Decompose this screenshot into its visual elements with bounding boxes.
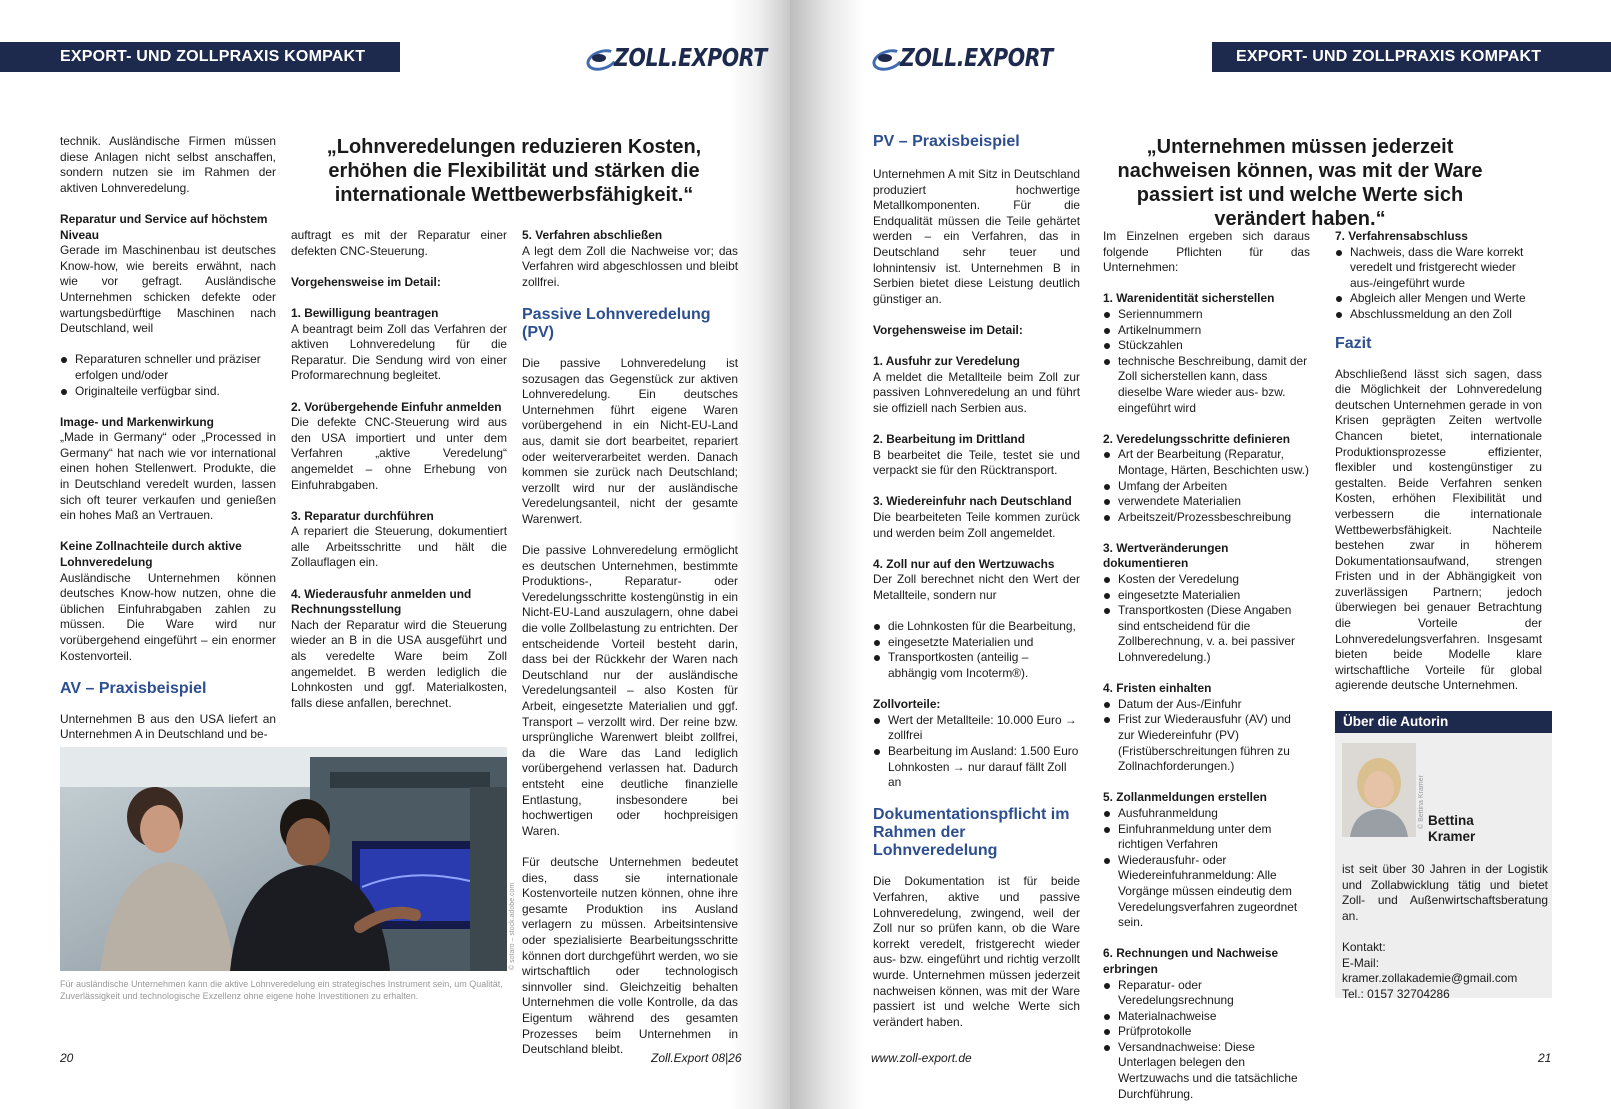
step-heading: 4. Wiederausfuhr anmelden und Rechnungsstellung <box>291 586 472 617</box>
logo-swoosh-icon <box>870 46 900 68</box>
step-heading: 5. Zollanmeldungen erstellen <box>1103 790 1267 805</box>
bullet-list <box>873 619 1080 681</box>
right-column-2 <box>1103 229 1310 1109</box>
author-name <box>1428 813 1475 845</box>
step-heading: 2. Vorübergehende Einfuhr anmelden <box>291 399 502 414</box>
step-heading: 7. Verfahrensabschluss <box>1335 229 1468 243</box>
step-heading: 3. Wiedereinfuhr nach Deutschland <box>873 494 1072 509</box>
subheading: Reparatur und Service auf höchstem Niveau <box>60 211 268 242</box>
logo-text: ZOLL.EXPORT <box>900 42 1053 72</box>
bullet-list <box>1103 806 1310 931</box>
subheading: Zollvorteile: <box>873 697 941 712</box>
list-item: Materialnachweise <box>1103 1009 1310 1025</box>
paragraph: A legt dem Zoll die Nachweise vor; das Verfahren wird abgeschlossen und bleibt zollfrei. <box>522 243 738 289</box>
list-item: Einfuhranmeldung unter dem richtigen Verfahren <box>1103 822 1310 853</box>
list-item: Bearbeitung im Ausland: 1.500 Euro Lohnkosten → nur darauf fällt Zoll an <box>873 744 1080 791</box>
list-item: Abschlussmeldung an den Zoll <box>1335 307 1542 323</box>
paragraph: Ausländische Unternehmen können deutsches Know-how nutzen, ohne die üblichen Einfuhrabgaben zahlen zu müssen. Die Ware wird nur vorübergehend eingeführt – ein enormer Kostenvorteil. <box>60 570 276 663</box>
paragraph: A beantragt beim Zoll das Verfahren der aktiven Lohnveredelung für die Reparatur. Die Sendung wird von einer Proformarechnung begleitet. <box>291 321 507 383</box>
header-bar <box>0 42 400 72</box>
paragraph: „Made in Germany“ oder „Processed in Germany“ hat nach wie vor international einen hohen Stellenwert. Produkte, die in Deutschland veredelt wurden, lassen sich oft teurer verkaufen und genießen ein hohes Maß an Vertrauen. <box>60 430 276 523</box>
section-heading-av: AV – Praxisbeispiel <box>60 679 207 697</box>
photo-credit: © sotaro – stock.adobe.com <box>509 882 516 970</box>
bullet-list <box>1103 307 1310 416</box>
paragraph: Gerade im Maschinenbau ist deutsches Know-how, wie bereits erwähnt, nach wie vor gefragt. Ausländische Unternehmen schicken defekte oder wartungsbedürftige Maschinen nach Deutschland, weil <box>60 243 276 336</box>
pull-quote: „Lohnveredelungen reduzieren Kosten, erhöhen die Flexibilität und stärken die internationale Wettbewerbsfähigkeit.“ <box>326 136 702 206</box>
logo-swoosh-icon <box>584 46 614 68</box>
list-item: Artikelnummern <box>1103 323 1310 339</box>
subheading: Keine Zollnachteile durch aktive Lohnveredelung <box>60 539 242 570</box>
step-heading: 3. Wertveränderungen dokumentieren <box>1103 540 1229 571</box>
list-item: Stückzahlen <box>1103 338 1310 354</box>
contact-label: Kontakt: <box>1342 939 1386 954</box>
list-item: eingesetzte Materialien und <box>873 635 1080 651</box>
bullet-list <box>1103 572 1310 666</box>
section-heading-pv: Passive Lohnveredelung (PV) <box>522 305 711 341</box>
author-last-name: Kramer <box>1428 829 1476 844</box>
header-title: EXPORT- UND ZOLLPRAXIS KOMPAKT <box>60 48 366 65</box>
bullet-list <box>1335 245 1542 323</box>
step-heading: 1. Ausfuhr zur Veredelung <box>873 354 1020 369</box>
pull-quote: „Unternehmen müssen jederzeit nachweisen können, was mit der Ware passiert ist und welche Werte sich verändert haben.“ <box>1117 136 1483 230</box>
author-first-name: Bettina <box>1428 813 1474 828</box>
logo <box>584 40 790 74</box>
paragraph: Die passive Lohnveredelung ist sozusagen das Gegenstück zur aktiven Lohnveredelung. Ein deutsches Unternehmen führt eigene Waren vorübergehend in ein Nicht-EU-Land aus, damit sie dort bearbeitet, repariert oder weiterverarbeitet werden. Danach kommen sie zurück nach Deutschland; verzollt wird nur der ausländische Veredelungsanteil, nicht der gesamte Warenwert. <box>522 355 738 526</box>
section-heading-pv-example: PV – Praxisbeispiel <box>873 133 1020 150</box>
list-item: Frist zur Wiederausfuhr (AV) und zur Wiedereinfuhr (PV) (Fristüberschreitungen führen zu Zollnachforderungen.) <box>1103 712 1310 774</box>
list-item: Datum der Aus-/Einfuhr <box>1103 697 1310 713</box>
section-heading-documentation: Dokumentationspflicht im Rahmen der Lohnveredelung <box>873 806 1070 860</box>
footer-issue: Zoll.Export 08|26 <box>651 1051 742 1065</box>
paragraph: Nach der Reparatur wird die Steuerung wieder an B in die USA ausgeführt und als veredelte Ware beim Zoll angemeldet. B werden lediglich die Lohnkosten und ggf. Materialkosten, falls diese anfallen, berechnet. <box>291 617 507 710</box>
list-item: Art der Bearbeitung (Reparatur, Montage, Härten, Beschichten usw.) <box>1103 447 1310 478</box>
step-heading: 2. Bearbeitung im Drittland <box>873 432 1025 447</box>
paragraph: technik. Ausländische Firmen müssen diese Anlagen nicht selbst anschaffen, sondern nutzen sie im Rahmen der aktiven Lohnveredelung. <box>60 134 276 195</box>
paragraph: Die bearbeiteten Teile kommen zurück und werden beim Zoll angemeldet. <box>873 510 1080 540</box>
paragraph: Für deutsche Unternehmen bedeutet dies, dass sie internationale Kostenvorteile nutzen können, ohne ihre gesamte Produktion ins Ausland verlagern zu müssen. Arbeitsintensive oder spezialisierte Bearbeitungsschritte können dort durchgeführt werden, wo sie wirtschaftlich oder technologisch sinnvoller sind. Gleichzeitig behalten Unternehmen die volle Kontrolle, da das Eigentum während des gesamten Prozesses beim Unternehmen in Deutschland bleibt. <box>522 854 738 1057</box>
photo-caption: Für ausländische Unternehmen kann die aktive Lohnveredelung ein strategisches Instrument sein, um Qualität, Zuverlässigkeit und technologische Exzellenz ohne eigene hohe Investitionen zu erhalten. <box>60 979 503 1001</box>
step-heading: 1. Bewilligung beantragen <box>291 305 439 320</box>
paragraph: Abschließend lässt sich sagen, dass die Möglichkeit der Lohnveredelung deutschen Unternehmen gerade in von Krisen geprägten Zeiten wertvolle Chancen bietet, internationale Produktionsprozesse effizienter, flexibler und kostengünstiger zu gestalten. Beide Verfahren senken Kosten, erhöhen Flexibilität und verbessern die internationale Wettbewerbsfähigkeit. Nachteile bestehen zwar in höherem Dokumentationsaufwand, strengen Fristen und in der Abhängigkeit von zuverlässigen Partnern; jedoch überwiegen bei genauer Betrachtung die Vorteile der Lohnveredelungsverfahren. Insgesamt bieten beide Modelle klare wirtschaftliche Vorteile für global agierende deutsche Unternehmen. <box>1335 366 1542 693</box>
right-column-3 <box>1335 229 1542 710</box>
step-heading: 1. Warenidentität sicherstellen <box>1103 291 1275 306</box>
paragraph: Unternehmen A mit Sitz in Deutschland produziert hochwertige Metallkomponenten. Für die Endqualität müssen die Teile gehärtet werden – ein Verfahren, das in Deutschland sehr teuer und lohnintensiv ist. Unternehmen B in Serbien bietet diese Leistung deutlich günstiger an. <box>873 167 1080 306</box>
list-item: Umfang der Arbeiten <box>1103 479 1310 495</box>
left-column-1 <box>60 134 276 759</box>
paragraph: auftragt es mit der Reparatur einer defekten CNC-Steuerung. <box>291 228 507 258</box>
list-item: Reparaturen schneller und präziser erfolgen und/oder <box>60 352 276 383</box>
workshop-photo-illustration <box>60 747 507 971</box>
list-item: Seriennummern <box>1103 307 1310 323</box>
page-number: 20 <box>60 1051 74 1065</box>
paragraph: Der Zoll berechnet nicht den Wert der Metallteile, sondern nur <box>873 572 1080 603</box>
author-box <box>1335 711 1552 1001</box>
bullet-list <box>1103 447 1310 525</box>
right-column-1 <box>873 131 1080 1046</box>
bullet-list <box>1103 697 1310 775</box>
list-item: technische Beschreibung, damit der Zoll sicherstellen kann, dass dieselbe Ware wieder aus- bzw. eingeführt wird <box>1103 354 1310 416</box>
step-heading: 4. Fristen einhalten <box>1103 681 1212 696</box>
list-item: Wiederausfuhr- oder Wiedereinfuhranmeldung: Alle Vorgänge müssen eindeutig dem Veredelungsverfahren zugeordnet sein. <box>1103 853 1310 931</box>
bullet-list <box>60 352 276 399</box>
step-heading: 4. Zoll nur auf den Wertzuwachs <box>873 556 1055 571</box>
list-item: Transportkosten (Diese Angaben sind entscheidend für die Zollberechnung, v. a. bei passiver Lohnveredelung.) <box>1103 603 1310 665</box>
list-item: Versandnachweise: Diese Unterlagen belegen den Wertzuwachs und die tatsächliche Durchführung. <box>1103 1040 1310 1102</box>
list-item: Wert der Metallteile: 10.000 Euro → zollfrei <box>873 713 1080 744</box>
paragraph: B bearbeitet die Teile, testet sie und verpackt sie für den Rücktransport. <box>873 447 1080 478</box>
list-item: Arbeitszeit/Prozessbeschreibung <box>1103 510 1310 526</box>
step-heading: 2. Veredelungsschritte definieren <box>1103 431 1291 446</box>
author-bio: ist seit über 30 Jahren in der Logistik und Zollabwicklung tätig und bietet Zoll- und Außenwirtschaftsberatung an. <box>1342 862 1548 923</box>
list-item: Kosten der Veredelung <box>1103 572 1310 588</box>
left-column-3 <box>522 228 738 1073</box>
header-title: EXPORT- UND ZOLLPRAXIS KOMPAKT <box>1236 48 1542 65</box>
workshop-photo <box>60 747 507 971</box>
step-heading: 6. Rechnungen und Nachweise erbringen <box>1103 946 1279 976</box>
list-item: Ausfuhranmeldung <box>1103 806 1310 822</box>
list-item: Nachweis, dass die Ware korrekt veredelt und fristgerecht wieder aus-/eingeführt wurde <box>1335 245 1542 292</box>
list-item: Originalteile verfügbar sind. <box>60 384 276 400</box>
step-heading: 5. Verfahren abschließen <box>522 228 663 242</box>
author-photo <box>1342 743 1416 837</box>
author-heading: Über die Autorin <box>1335 711 1552 733</box>
author-portrait-illustration <box>1342 743 1416 837</box>
paragraph: Die Dokumentation ist für beide Verfahren, aktive und passive Lohnveredelung, zwingend, weil der Zoll nur so prüfen kann, ob die Ware korrekt veredelt, fristgerecht wieder aus- bzw. eingeführt und richtig verzollt wurde. Unternehmen müssen jederzeit nachweisen können, was mit der Ware passiert ist und welche Werte sich verändert haben. <box>873 874 1080 1029</box>
page-number: 21 <box>1538 1051 1552 1065</box>
list-item: die Lohnkosten für die Bearbeitung, <box>873 619 1080 635</box>
paragraph: A repariert die Steuerung, dokumentiert alle Arbeitsschritte und hält die Zollauflagen ein. <box>291 524 507 570</box>
list-item: eingesetzte Materialien <box>1103 588 1310 604</box>
bullet-list <box>1103 978 1310 1103</box>
list-item: Reparatur- oder Veredelungsrechnung <box>1103 978 1310 1009</box>
list-item: Transportkosten (anteilig – abhängig vom Incoterm®). <box>873 650 1080 681</box>
list-item: Prüfprotokolle <box>1103 1024 1310 1040</box>
paragraph: Die defekte CNC-Steuerung wird aus den USA importiert und unter dem Verfahren „aktive Veredelung“ angemeldet – ohne Erhebung von Einfuhrabgaben. <box>291 415 507 492</box>
email-label: E-Mail: <box>1342 955 1379 970</box>
subheading: Vorgehensweise im Detail: <box>873 322 1023 337</box>
bullet-list <box>873 713 1080 791</box>
logo-text: ZOLL.EXPORT <box>614 42 767 72</box>
paragraph: Die passive Lohnveredelung ermöglicht es deutschen Unternehmen, bestimmte Produktions-, Reparatur- oder Veredelungsschritte kostengünstig in ein Nicht-EU-Land auszulagern, ohne dabei die volle Zollbelastung zu entrichten. Der entscheidende Vorteil besteht darin, dass bei der Rückkehr der Waren nach Deutschland nur der ausländische Veredelungsanteil – also Kosten für Arbeit, eingesetzte Materialien und ggf. Transport – verzollt wird. Der reine bzw. ursprüngliche Warenwert bleibt zollfrei, da die Ware das Land lediglich vorübergehend verlassen hat. Dadurch entsteht eine deutliche finanzielle Entlastung, insbesondere bei hochwertigen oder hochpreisigen Waren. <box>522 543 738 838</box>
paragraph: A meldet die Metallteile beim Zoll zur passiven Lohnveredelung an und führt sie offiziell nach Serbien aus. <box>873 369 1080 415</box>
section-heading-fazit: Fazit <box>1335 334 1372 352</box>
author-bio-block <box>1342 862 1548 1002</box>
paragraph: Im Einzelnen ergeben sich daraus folgende Pflichten für das Unternehmen: <box>1103 229 1310 275</box>
author-photo-credit: © Bettina Kramer <box>1418 775 1425 829</box>
subheading: Vorgehensweise im Detail: <box>291 274 441 289</box>
step-heading: 3. Reparatur durchführen <box>291 508 434 523</box>
phone-number: Tel.: 0157 32704286 <box>1342 986 1450 1001</box>
footer-url: www.zoll-export.de <box>871 1051 972 1065</box>
email-link[interactable]: kramer.zollakademie@gmail.com <box>1342 971 1518 986</box>
left-column-2 <box>291 228 507 727</box>
list-item: Abgleich aller Mengen und Werte <box>1335 291 1542 307</box>
logo <box>870 40 1086 74</box>
header-bar <box>1212 42 1611 72</box>
left-page <box>0 0 790 1109</box>
paragraph: Unternehmen B aus den USA liefert an Unternehmen A in Deutschland und be- <box>60 711 276 742</box>
subheading: Image- und Markenwirkung <box>60 414 214 429</box>
list-item: verwendete Materialien <box>1103 494 1310 510</box>
